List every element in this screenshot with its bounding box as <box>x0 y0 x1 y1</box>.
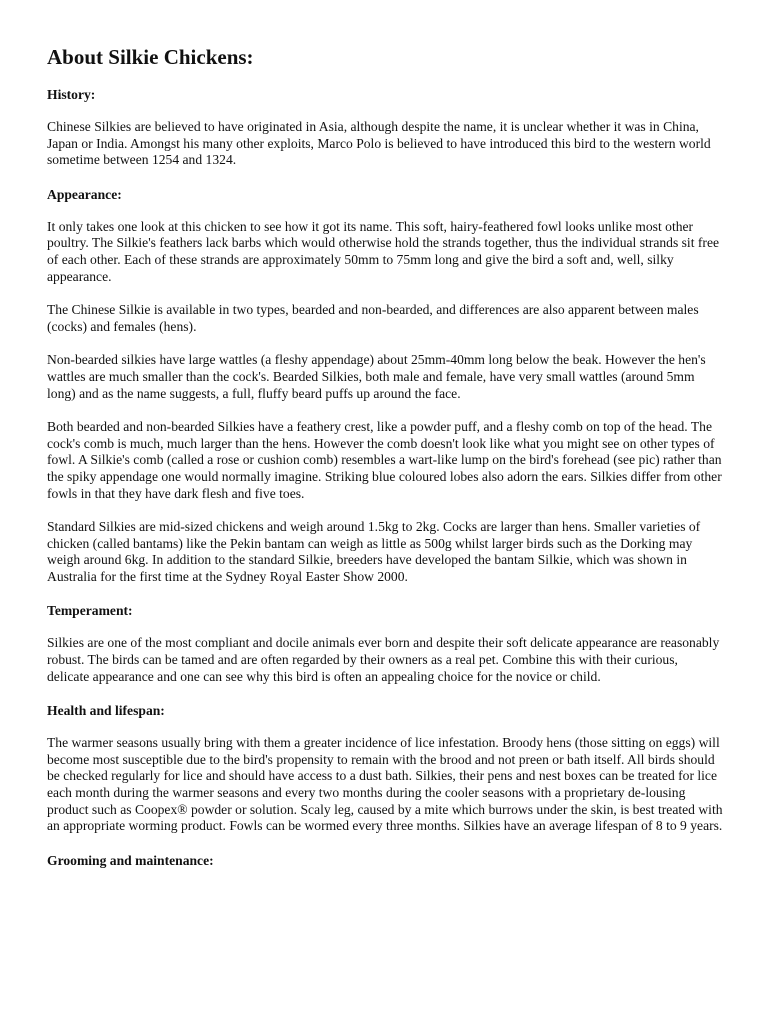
document-page <box>47 44 723 885</box>
section-heading-temperament: Temperament: <box>47 603 133 619</box>
health-paragraph: The warmer seasons usually bring with them a greater incidence of lice infestation. Broody hens (those sitting on eggs) will become most susceptible due to the bird's propensity to remain with the brood and not preen or bath itself. All birds should be checked regularly for lice and should have access to a dust bath. Silkies, their pens and nest boxes can be treated for lice each month during the warmer seasons and every two months during the cooler seasons with a proprietary de-lousing product such as Coopex® powder or solution. Scaly leg, caused by a mite which burrows under the skin, is best treated with an appropriate worming product. Fowls can be wormed every three months. Silkies have an average lifespan of 8 to 9 years. <box>47 735 723 834</box>
appearance-paragraph-4: Both bearded and non-bearded Silkies have a feathery crest, like a powder puff, and a fleshy comb on top of the head. The cock's comb is much, much larger than the hens. However the comb doesn't look like what you might see on other types of fowl. A Silkie's comb (called a rose or cushion comb) resembles a wart-like lump on the bird's forehead (see pic) rather than the spiky appendage one would normally imagine. Striking blue coloured lobes also adorn the ears. Silkies differ from other fowls in that they have dark flesh and five toes. <box>47 419 722 501</box>
page-title: About Silkie Chickens: <box>47 45 254 69</box>
section-heading-history: History: <box>47 87 96 102</box>
appearance-paragraph-5: Standard Silkies are mid-sized chickens and weigh around 1.5kg to 2kg. Cocks are larger than hens. Smaller varieties of chicken (called bantams) like the Pekin bantam can weigh as little as 500g whilst larger birds such as the Dorking may weigh around 6kg. In addition to the standard Silkie, breeders have developed the bantam Silkie, which was shown in Australia for the first time at the Sydney Royal Easter Show 2000. <box>47 519 701 584</box>
section-heading-appearance: Appearance: <box>47 186 122 202</box>
temperament-paragraph: Silkies are one of the most compliant and docile animals ever born and despite their soft delicate appearance are reasonably robust. The birds can be tamed and are often regarded by their owners as a real pet. Combine this with their curious, delicate appearance and one can see why this bird is often an appealing choice for the novice or child. <box>47 635 720 684</box>
history-paragraph: Chinese Silkies are believed to have originated in Asia, although despite the name, it is unclear whether it was in China, Japan or India. Amongst his many other exploits, Marco Polo is believed to have introduced this bird to the western world sometime between 1254 and 1324. <box>47 119 711 168</box>
appearance-paragraph-2: The Chinese Silkie is available in two types, bearded and non-bearded, and differences are also apparent between males (cocks) and females (hens). <box>47 302 699 334</box>
appearance-paragraph-1: It only takes one look at this chicken to see how it got its name. This soft, hairy-feathered fowl looks unlike most other poultry. The Silkie's feathers lack barbs which would otherwise hold the strands together, thus the individual strands sit free of each other. Each of these strands are approximately 50mm to 75mm long and give the bird a soft and, well, silky appearance. <box>47 218 720 284</box>
appearance-paragraph-3: Non-bearded silkies have large wattles (a fleshy appendage) about 25mm-40mm long below the beak. However the hen's wattles are much smaller than the cock's. Bearded Silkies, both male and female, have very small wattles (around 5mm long) and as the name suggests, a full, fluffy beard puffs up around the face. <box>47 352 706 401</box>
section-heading-health: Health and lifespan: <box>47 703 165 719</box>
section-heading-grooming: Grooming and maintenance: <box>47 852 214 868</box>
